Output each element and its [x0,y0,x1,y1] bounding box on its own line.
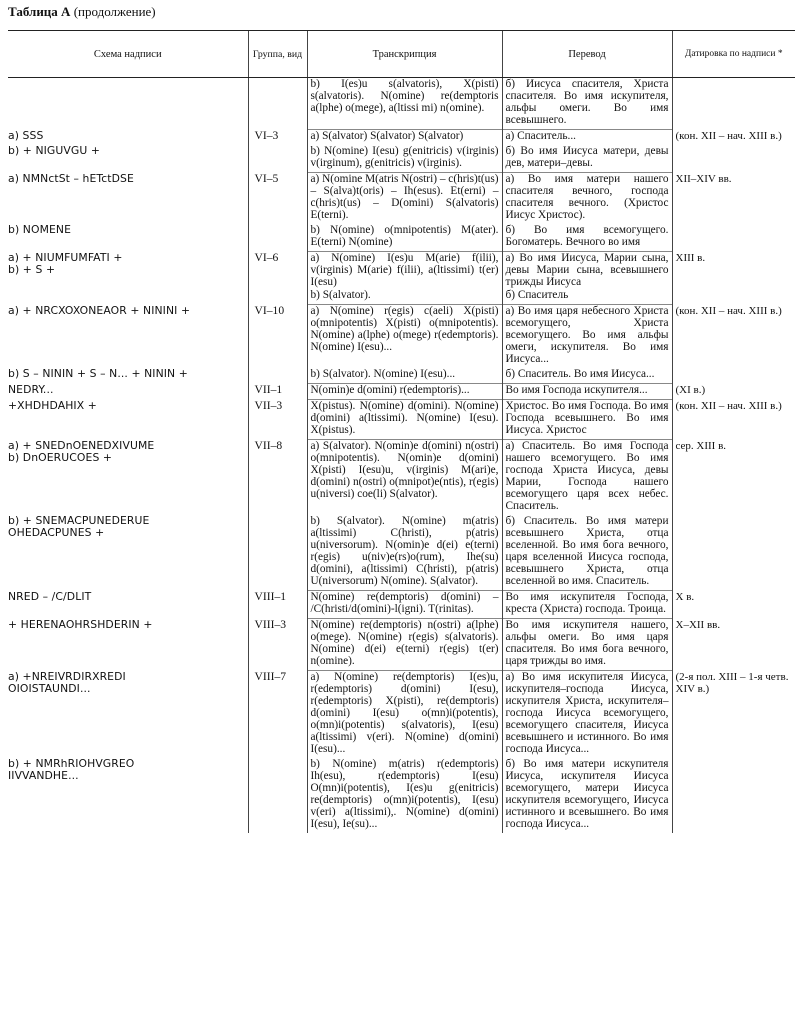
table-row [8,305,795,369]
dating-cell: X–XII вв. [672,619,795,671]
schema-cell [8,145,248,173]
schema-cell [8,400,248,440]
translation-cell [502,252,672,305]
header-translation: Перевод [502,31,672,78]
schema-cell [8,252,248,305]
schema-line: a) + NIUMFUMFATI + [8,250,123,264]
transcription-text: a) S(alvator) S(alvator) S(alvator) [310,130,464,142]
translation-text: б) Иисуса спасителя, Христа спасителя. Во имя искупителя, альфы омеги. Во имя всевышнего. [505,78,669,126]
translation-text: а) Во имя царя небесного Христа всемогущего, Христа всемогущего. Во имя альфы омеги, искупителя. Во имя Иисуса... [505,305,669,365]
translation-cell [502,305,672,369]
table-row [8,671,795,759]
translation-cell [502,619,672,671]
translation-text: а) Во имя матери нашего спасителя вечного, господа спасителя вечного. (Христос Иисус Христос). [505,173,669,221]
dating-cell [672,758,795,833]
group-cell [248,515,307,591]
transcription-cell [307,619,502,671]
translation-text: б) Спаситель. Во имя матери всевышнего Христа, отца вселенной. Во имя бога вечного, царя вселенной Иисуса господа, всевышнего Христа, отца вселенной во имя. Спаситель. [505,515,669,587]
schema-line: +XHDHDAHIX + [8,398,97,412]
translation-text: б) Во имя Иисуса матери, девы дев, матери–девы. [505,145,669,169]
translation-text: б) Спаситель [505,289,569,301]
translation-cell [502,368,672,384]
translation-cell [502,145,672,173]
transcription-text: N(omine) re(demptoris) d(omini) – /C(hristi/d(omini)-l(igni). T(rinitas). [310,591,499,615]
transcription-cell [307,591,502,619]
group-cell: VII–3 [248,400,307,440]
transcription-text: a) N(omine) I(es)u M(arie) f(ilii), v(irginis) M(arie) f(ilii), a(ltissimi) t(er) I(esu) [310,252,499,288]
schema-cell [8,591,248,619]
transcription-cell [307,400,502,440]
transcription-cell [307,384,502,400]
schema-cell [8,224,248,252]
translation-cell [502,400,672,440]
schema-line: b) + S + [8,262,56,276]
dating-cell [672,145,795,173]
table-row [8,384,795,400]
transcription-cell [307,252,502,305]
transcription-text: b) S(alvator). [310,289,371,301]
translation-text: б) Во имя матери искупителя Иисуса, искупителя Иисуса всемогущего, матери Иисуса искупителя всемогущего, Иисуса истинного и всевышнего. Во имя господа Иисуса... [505,758,669,830]
translation-cell [502,173,672,225]
header-schema: Схема надписи [8,31,248,78]
translation-text: Христос. Во имя Господа. Во имя Господа всевышнего. Во имя Иисуса. Христос [505,400,669,436]
schema-line: b) DnOERUCOES + [8,450,113,464]
schema-line: NRED – /C/DLIT [8,589,92,603]
table-row [8,78,795,130]
table-subtitle: (продолжение) [73,4,156,19]
translation-text: а) Во имя искупителя Иисуса, искупителя–господа Иисуса, искупителя Христа, искупителя–господа Иисуса всемогущего, всемогущего спасителя, Иисуса всевышнего и истинного. Во имя господа Иисуса... [505,671,669,755]
translation-cell [502,591,672,619]
group-cell: VI–5 [248,173,307,225]
schema-line: b) + NIGUVGU + [8,144,101,157]
dating-cell [672,368,795,384]
schema-cell [8,78,248,130]
dating-cell: XIII в. [672,252,795,305]
schema-cell [8,671,248,759]
schema-cell [8,130,248,146]
translation-cell [502,384,672,400]
table-row [8,130,795,146]
transcription-text: b) S(alvator). N(omine) m(atris) a(ltissimi) C(hristi), p(atris) u(niversorum). N(omin)e d(ei) e(terni) r(egis) u(niv)e(rs)o(rum), Ihe(su) d(omini), a(ltissimi) C(hristi), p(atris) U(niversorum) N(omine). S(alvator). [310,515,499,587]
header-transcription: Транскрипция [307,31,502,78]
schema-line: a) +NREIVRDIRXREDI [8,669,126,683]
group-cell: VI–10 [248,305,307,369]
translation-text: Во имя искупителя Господа, креста (Христа) господа. Троица. [505,591,669,615]
schema-cell [8,173,248,225]
translation-text: б) Спаситель. Во имя Иисуса... [505,368,655,380]
translation-text: а) Спаситель. Во имя Господа нашего всемогущего. Во имя господа Христа Иисуса, девы Марии, Господа нашего всемогущего царя всех небес. Спаситель. [505,440,669,512]
group-cell: VII–1 [248,384,307,400]
group-cell: VI–3 [248,130,307,146]
transcription-cell [307,173,502,225]
schema-line: NEDRY... [8,382,54,396]
transcription-cell [307,368,502,384]
schema-line: OIOISTAUNDI... [8,681,91,695]
transcription-text: b) N(omine) m(atris) r(edemptoris) Ih(esu), r(edemptoris) I(esu) O(mn)i(potentis), I(es)u g(enitricis) re(demptoris) o(mn)i(potentis), I(esu) v(eri) a(ltissimi),. N(omine) d(omini) I(esu), Ie(su)... [310,758,499,830]
dating-cell: XII–XIV вв. [672,173,795,225]
translation-cell [502,130,672,146]
transcription-cell [307,78,502,130]
transcription-cell [307,130,502,146]
transcription-cell [307,671,502,759]
dating-cell: (XI в.) [672,384,795,400]
group-cell [248,145,307,173]
header-row [8,31,795,78]
group-cell: VII–8 [248,440,307,516]
table-row [8,619,795,671]
dating-cell: сер. XIII в. [672,440,795,516]
table-title: Таблица А [8,4,71,19]
group-cell [248,78,307,130]
schema-line: + HERENAOHRSHDERIN + [8,617,153,631]
schema-line: a) NMNctSt – hETctDSE [8,171,134,185]
transcription-text: N(omin)e d(omini) r(edemptoris)... [310,384,470,396]
table-row [8,224,795,252]
transcription-text: a) N(omine M(atris N(ostri) – c(hris)t(us) – S(alva)t(oris) – Ih(esus). Et(erni) – c(hris)t(us) – D(omini) S(alvatoris) E(terni). [310,173,499,221]
schema-cell [8,384,248,400]
transcription-text: N(omine) re(demptoris) n(ostri) a(lphe) o(mege). N(omine) r(egis) s(alvatoris). N(omine) d(ei) e(terni) r(egis) t(er) n(omine). [310,619,499,667]
group-cell: VIII–3 [248,619,307,671]
group-cell: VI–6 [248,252,307,305]
translation-cell [502,515,672,591]
transcription-text: a) N(omine) re(demptoris) I(es)u, r(edemptoris) d(omini) I(esu), r(edemptoris) X(pisti), re(demptoris) d(omini) I(esu) o(mn)i(potentis), o(mn)i(potentis) s(alvatoris), I(esu) a(ltissimi) v(eri). N(omine) d(omini) I(esu)... [310,671,499,755]
table-row [8,252,795,305]
table-body [8,78,795,834]
schema-cell [8,305,248,369]
table-row [8,591,795,619]
table-row [8,173,795,225]
table-row [8,400,795,440]
dating-cell: X в. [672,591,795,619]
schema-line: b) S – NININ + S – N... + NININ + [8,367,188,380]
schema-line: a) + NRCXOXONEAOR + NININI + [8,303,191,317]
transcription-text: a) N(omine) r(egis) c(aeli) X(pisti) o(mnipotentis) X(pisti) o(mnipotentis). N(omine) a(lphe) o(mege) r(edemptoris). N(omine) I(esu)... [310,305,499,353]
dating-cell: (кон. XII – нач. XIII в.) [672,400,795,440]
translation-text: а) Во имя Иисуса, Марии сына, девы Марии сына, всевышнего трижды Иисуса [505,252,669,288]
group-cell [248,758,307,833]
dating-cell [672,78,795,130]
transcription-cell [307,145,502,173]
schema-cell [8,619,248,671]
table-row [8,145,795,173]
translation-cell [502,440,672,516]
table-row [8,515,795,591]
transcription-text: b) I(es)u s(alvatoris), X(pisti) s(alvatoris). N(omine) re(demptoris a(lphe) o(mege), a(ltissi mi) n(omine). [310,78,499,114]
transcription-text: b) S(alvator). N(omine) I(esu)... [310,368,456,380]
transcription-cell [307,305,502,369]
transcription-cell [307,224,502,252]
translation-text: Во имя искупителя нашего, альфы омеги. Во имя царя спасителя. Во имя бога вечного, царя трижды во имя. [505,619,669,667]
schema-line: IIVVANDHE... [8,769,79,783]
group-cell [248,368,307,384]
translation-cell [502,671,672,759]
schema-line: b) + NMRhRIOHVGREO [8,757,135,770]
schema-line: b) NOMENE [8,223,72,236]
translation-cell [502,78,672,130]
schema-line: OHEDACPUNES + [8,526,105,540]
dating-cell [672,224,795,252]
transcription-text: X(pistus). N(omine) d(omini). N(omine) d(omini) a(ltissimi). N(omine) I(esu). X(pistus). [310,400,499,436]
dating-cell [672,515,795,591]
translation-text: б) Во имя всемогущего. Богоматерь. Вечного во имя [505,224,669,248]
transcription-text: b) N(omine) o(mnipotentis) M(ater). E(terni) N(omine) [310,224,499,248]
transcription-cell [307,758,502,833]
header-dating: Датировка по надписи * [672,31,795,78]
group-cell: VIII–7 [248,671,307,759]
transcription-text: b) N(omine) I(esu) g(enitricis) v(irginis) v(irginum), g(enitricis) v(irginis). [310,145,499,169]
schema-cell [8,758,248,833]
inscriptions-table [8,30,795,833]
header-group: Группа, вид [248,31,307,78]
dating-cell: (2-я пол. XIII – 1-я четв. XIV в.) [672,671,795,759]
translation-cell [502,758,672,833]
schema-line: a) SSS [8,128,44,142]
schema-line: a) + SNEDnOENEDXIVUME [8,438,155,452]
table-row [8,440,795,516]
table-heading [8,4,156,20]
transcription-cell [307,515,502,591]
schema-cell [8,440,248,516]
table-row [8,758,795,833]
schema-line: b) + SNEMACPUNEDERUE [8,514,150,527]
transcription-text: a) S(alvator). N(omin)e d(omini) n(ostri) o(mnipotentis). N(omin)e d(omini) X(pisti) I(esu)u, v(irginis) M(ari)e, d(omini) n(ostri) o(mnipot)e(ntis), r(egis) u(niversi) coe(li) S(alvator). [310,440,499,500]
dating-cell: (кон. XII – нач. XIII в.) [672,130,795,146]
translation-cell [502,224,672,252]
dating-cell: (кон. XII – нач. XIII в.) [672,305,795,369]
schema-cell [8,515,248,591]
schema-cell [8,368,248,384]
translation-text: а) Спаситель... [505,130,576,142]
table-row [8,368,795,384]
group-cell: VIII–1 [248,591,307,619]
transcription-cell [307,440,502,516]
group-cell [248,224,307,252]
translation-text: Во имя Господа искупителя... [505,384,648,396]
